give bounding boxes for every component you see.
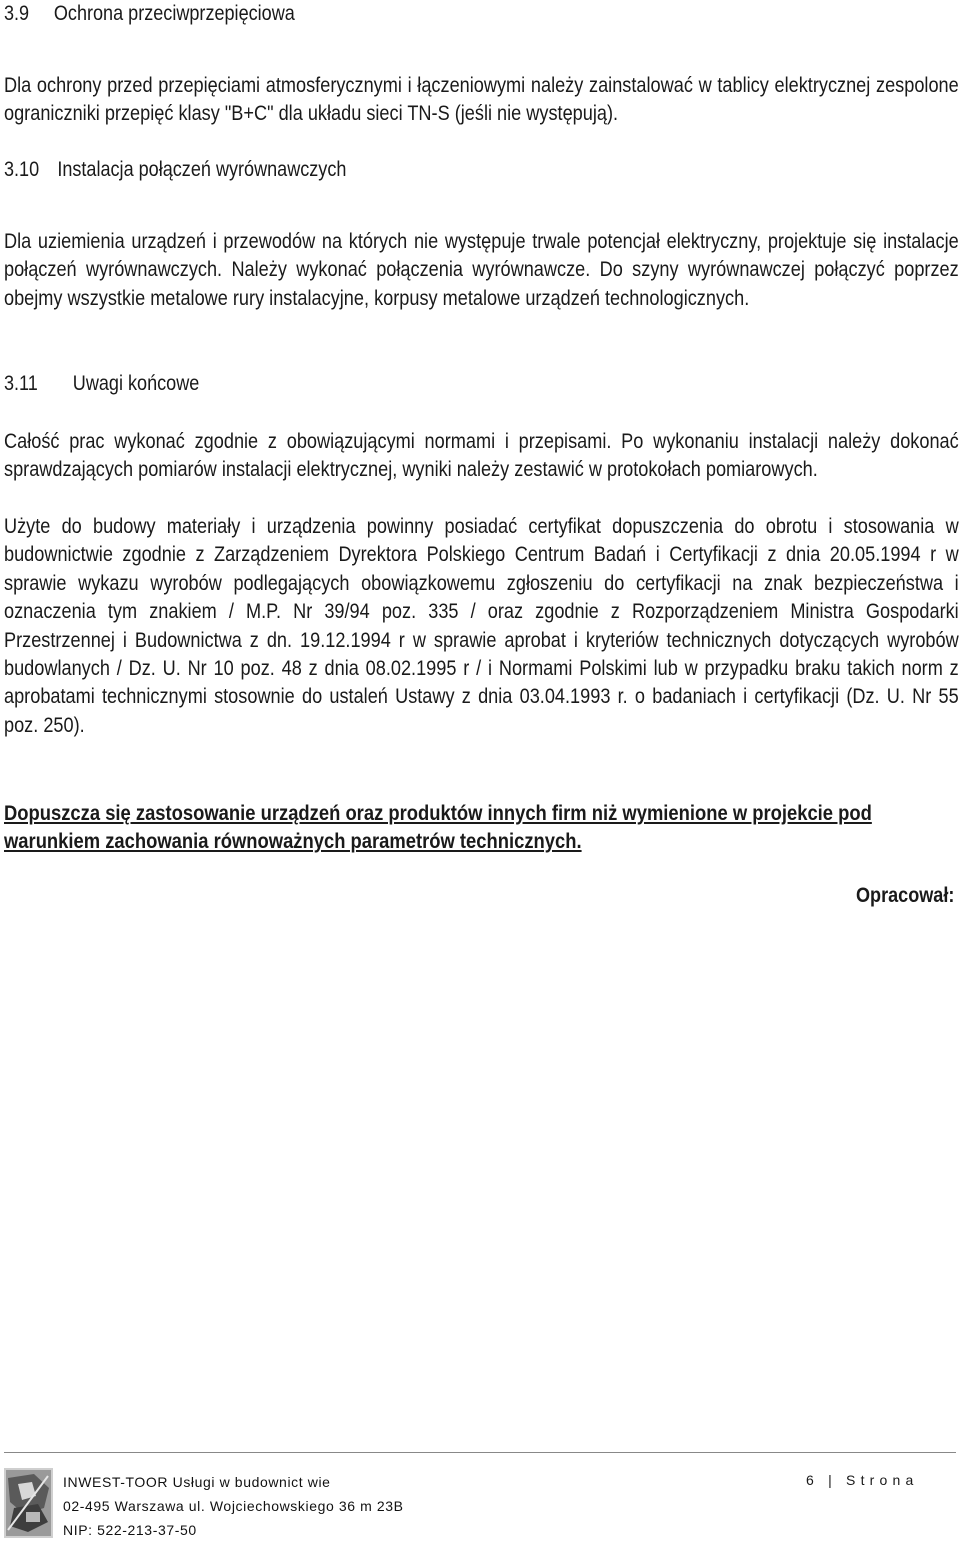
section-title: Ochrona przeciwprzepięciowa: [53, 2, 295, 25]
section-heading-3-9: [4, 2, 295, 26]
section-number: 3.11: [4, 372, 38, 395]
section-heading-3-10: [4, 158, 346, 182]
company-logo: [4, 1468, 53, 1538]
footer-divider: [4, 1452, 956, 1453]
section-body-3-11-part1: Całość prac wykonać zgodnie z obowiązującymi normami i przepisami. Po wykonaniu instalacji należy dokonać sprawdzających pomiarów instalacji elektrycznej, wyniki należy zestawić w protokołach pomiarowych.: [4, 430, 959, 482]
footer-company-name: INWEST-TOOR Usługi w budownict wie: [63, 1474, 331, 1490]
footer-company-info: [63, 1470, 404, 1542]
author-label: Opracował:: [855, 884, 954, 907]
section-title: Instalacja połączeń wyrównawczych: [57, 158, 347, 181]
footer-address: 02-495 Warszawa ul. Wojciechowskiego 36 m 23B: [63, 1498, 404, 1514]
section-number: 3.10: [4, 158, 40, 181]
footer-nip: NIP: 522-213-37-50: [63, 1522, 197, 1538]
page-label: Strona: [846, 1472, 919, 1488]
section-body-3-11-part2: Użyte do budowy materiały i urządzenia powinny posiadać certyfikat dopuszczenia do obrotu i stosowania w budownictwie zgodnie z Zarządzeniem Dyrektora Polskiego Centrum Badań i Certyfikacji z dnia 20.05.1994 r w sprawie wykazu wyrobów podlegających obowiązkowemu zgłoszeniu do certyfikacji na znak bezpieczeństwa i oznaczenia tym znakiem / M.P. Nr 39/94 poz. 335 / oraz zgodnie z Rozporządzeniem Ministra Gospodarki Przestrzennej i Budownictwa z dn. 19.12.1994 r w sprawie aprobat i kryteriów technicznych dotyczących wyrobów budowlanych / Dz. U. Nr 10 poz. 48 z dnia 08.02.1995 r / i Normami Polskimi lub w przypadku braku takich norm z aprobatami technicznymi stosownie do ustaleń Ustawy z dnia 03.04.1993 r. o badaniach i certyfikacji (Dz. U. Nr 55 poz. 250).: [4, 515, 959, 737]
page-number: 6: [806, 1472, 819, 1488]
section-body-3-9: Dla ochrony przed przepięciami atmosferycznymi i łączeniowymi należy zainstalować w tablicy elektrycznej zespolone ograniczniki przepięć klasy "B+C" dla układu sieci TN-S (jeśli nie występują).: [4, 74, 959, 126]
footer-page-indicator: [806, 1472, 918, 1488]
section-body-3-10: Dla uziemienia urządzeń i przewodów na których nie występuje trwale potencjał elektryczny, projektuje się instalacje połączeń wyrównawczych. Należy wykonać połączenia wyrównawcze. Do szyny wyrównawczej połączyć poprzez obejmy wszystkie metalowe rury instalacyjne, korpusy metalowe urządzeń technologicznych.: [4, 230, 959, 310]
section-heading-3-11: [4, 372, 199, 396]
section-number: 3.9: [4, 2, 30, 25]
equivalence-notice: Dopuszcza się zastosowanie urządzeń oraz produktów innych firm niż wymienione w projekcie pod warunkiem zachowania równoważnych parametrów technicznych.: [4, 802, 872, 853]
section-title: Uwagi końcowe: [72, 372, 200, 395]
page-separator: |: [828, 1472, 837, 1488]
